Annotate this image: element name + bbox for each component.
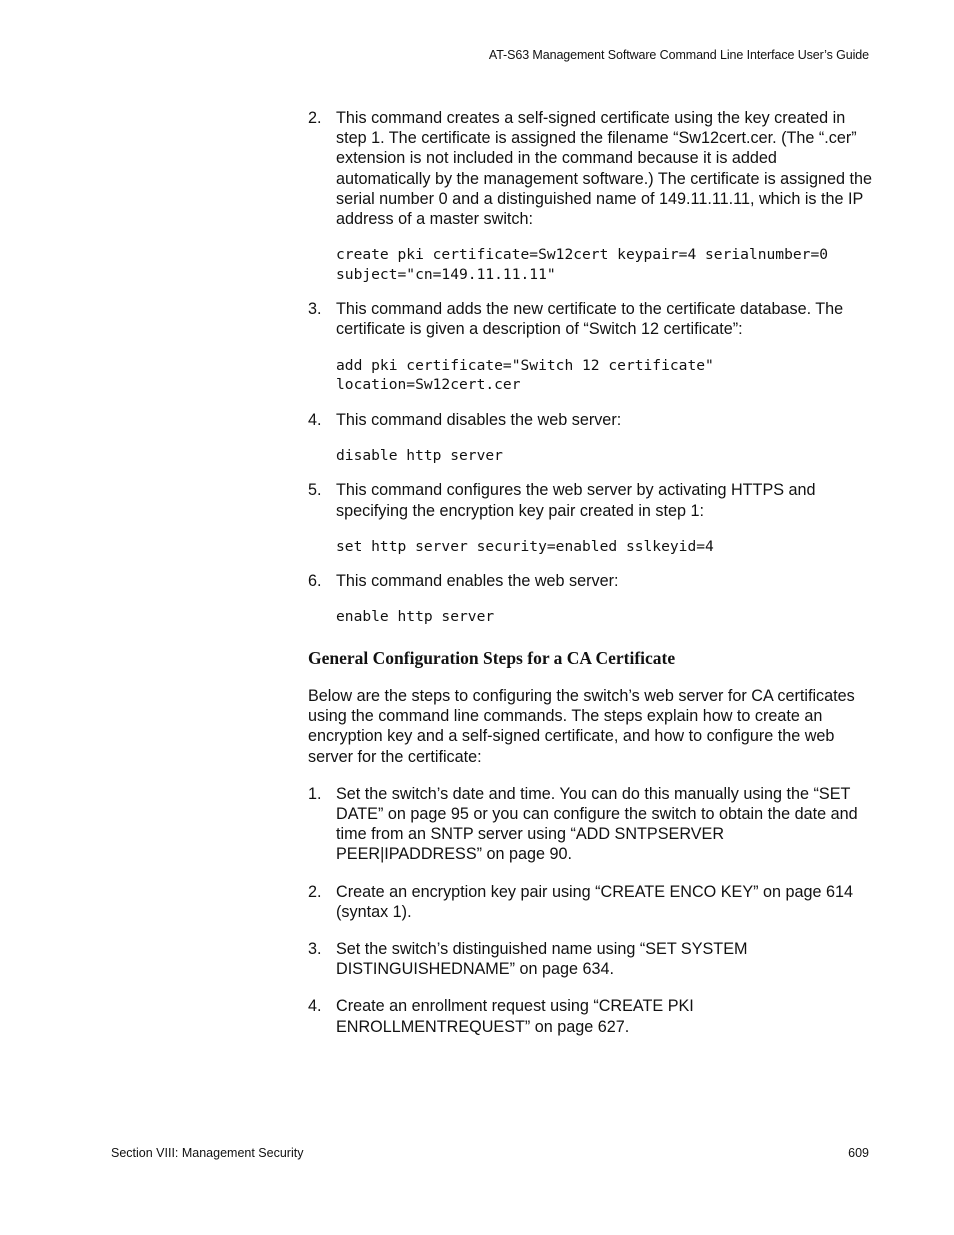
- list-item: [308, 410, 873, 430]
- code-block: set http server security=enabled sslkeyid=4: [336, 537, 714, 555]
- list-item: [308, 571, 873, 591]
- item-text: Create an enrollment request using “CREATE PKI ENROLLMENTREQUEST” on page 627.: [336, 997, 694, 1036]
- item-text: This command disables the web server:: [336, 410, 622, 429]
- item-text: This command adds the new certificate to the certificate database. The certificate is given a description of “Switch 12 certificate”:: [336, 300, 844, 339]
- item-number: 1.: [308, 784, 322, 803]
- code-block: add pki certificate="Switch 12 certificate" location=Sw12cert.cer: [336, 356, 714, 394]
- item-text: This command enables the web server:: [336, 572, 619, 591]
- code-block: enable http server: [336, 608, 495, 626]
- list-item: [308, 996, 873, 1036]
- list-item: [308, 480, 873, 520]
- list-item: [308, 939, 873, 979]
- page-content: [308, 108, 873, 1037]
- section-heading: General Configuration Steps for a CA Certificate: [308, 647, 676, 668]
- item-text: Create an encryption key pair using “CREATE ENCO KEY” on page 614 (syntax 1).: [336, 882, 854, 921]
- list-item: [308, 299, 873, 339]
- item-number: 3.: [308, 939, 322, 958]
- item-text: Set the switch’s distinguished name using “SET SYSTEM DISTINGUISHEDNAME” on page 634.: [336, 939, 748, 979]
- item-text: This command configures the web server by activating HTTPS and specifying the encryption key pair created in step 1:: [336, 481, 816, 520]
- item-number: 5.: [308, 481, 322, 500]
- item-number: 2.: [308, 882, 322, 901]
- intro-paragraph: Below are the steps to configuring the switch’s web server for CA certificates using the command line commands. The steps explain how to create an encryption key and a self-signed certificate, and how to configure the web server for the certificate:: [308, 686, 855, 766]
- item-number: 2.: [308, 109, 322, 127]
- item-text: Set the switch’s date and time. You can do this manually using the “SET DATE” on page 95 or you can configure the switch to obtain the date and time from an SNTP server using “ADD SNTPSERVER PEER|IPADDRESS” on page 90.: [336, 784, 858, 864]
- list-item: [308, 882, 873, 922]
- footer-section: Section VIII: Management Security: [111, 1146, 304, 1160]
- list-item: [308, 784, 873, 865]
- item-text: This command creates a self-signed certificate using the key created in step 1. The certificate is assigned the filename “Sw12cert.cer. (The “.cer” extension is not included in the command because it is added automatically by the management software.) The certificate is assigned the serial number 0 and a distinguished name of 149.11.11.11, which is the IP address of a master switch:: [336, 109, 872, 229]
- code-block: disable http server: [336, 446, 503, 464]
- page-number: 609: [848, 1146, 869, 1160]
- code-block: create pki certificate=Sw12cert keypair=4 serialnumber=0 subject="cn=149.11.11.11": [336, 246, 829, 283]
- list-item: [308, 108, 873, 229]
- item-number: 3.: [308, 300, 322, 319]
- item-number: 4.: [308, 410, 322, 429]
- item-number: 6.: [308, 572, 322, 591]
- running-header: AT-S63 Management Software Command Line Interface User’s Guide: [488, 48, 869, 62]
- item-number: 4.: [308, 997, 322, 1016]
